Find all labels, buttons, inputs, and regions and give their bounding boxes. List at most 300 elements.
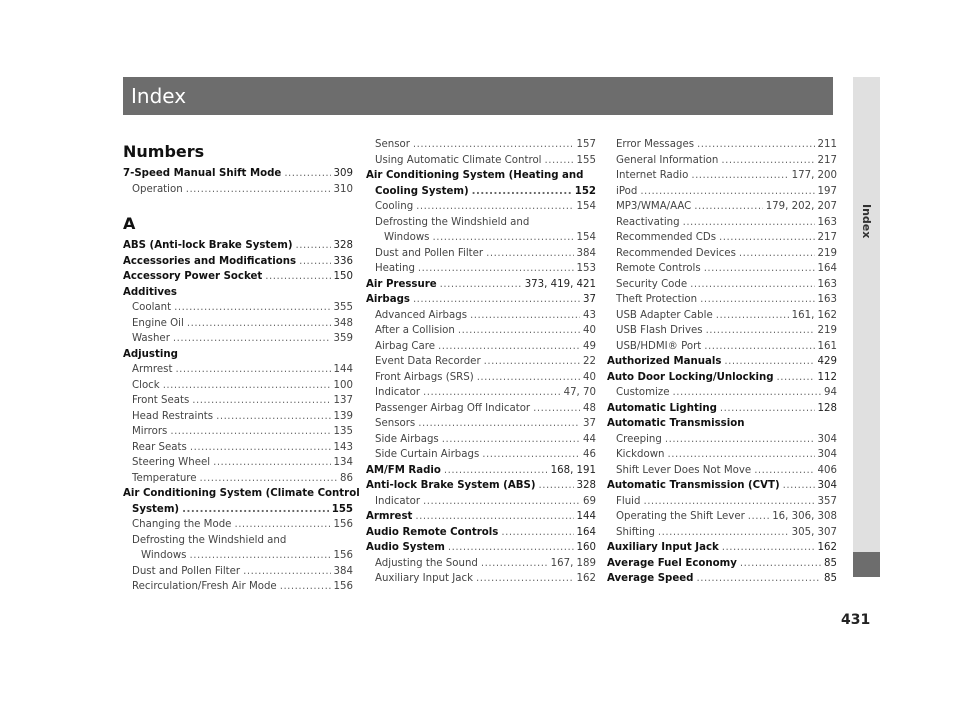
- page-reference[interactable]: 384: [576, 247, 596, 259]
- page-reference[interactable]: 328: [576, 480, 596, 491]
- index-subentry[interactable]: [366, 261, 596, 277]
- dot-leader: [175, 362, 330, 378]
- page-reference[interactable]: 40: [583, 371, 596, 383]
- page-reference[interactable]: 48: [583, 402, 596, 414]
- entry-label: Anti-lock Brake System (ABS): [366, 480, 536, 491]
- page-reference[interactable]: 37: [583, 294, 596, 305]
- dot-leader: [418, 416, 580, 432]
- entry-label: USB Adapter Cable: [616, 309, 713, 321]
- page-reference[interactable]: 177, 200: [791, 170, 837, 181]
- entry-label: Advanced Airbags: [375, 309, 468, 321]
- dot-leader: [545, 153, 574, 169]
- dot-leader: [783, 478, 815, 494]
- entry-label: General Information: [616, 154, 719, 166]
- index-subentry[interactable]: [366, 401, 596, 417]
- entry-label: Accessory Power Socket: [123, 271, 263, 282]
- dot-leader: [299, 254, 330, 270]
- dot-leader: [683, 215, 815, 231]
- page-reference[interactable]: 348: [333, 317, 353, 329]
- page-reference[interactable]: 357: [817, 495, 837, 507]
- entry-label: Authorized Manuals: [607, 356, 722, 367]
- dot-leader: [704, 339, 814, 355]
- index-subentry[interactable]: [607, 385, 837, 401]
- entry-label: After a Collision: [375, 325, 455, 336]
- entry-label: Recommended CDs: [616, 232, 716, 243]
- index-entry[interactable]: [607, 540, 837, 556]
- dot-leader: [170, 424, 330, 440]
- page-reference[interactable]: 309: [333, 168, 353, 179]
- entry-label: Air Conditioning System (Heating and: [366, 170, 584, 181]
- entry-label: Automatic Lighting: [607, 402, 717, 414]
- entry-label: Recirculation/Fresh Air Mode: [132, 581, 277, 592]
- page-reference[interactable]: 163: [817, 278, 837, 290]
- index-column-3: [607, 137, 837, 587]
- page-reference[interactable]: 16, 306, 308: [772, 511, 837, 522]
- page-reference[interactable]: 43: [583, 309, 596, 321]
- entry-label: ABS (Anti-lock Brake System): [123, 240, 293, 251]
- index-entry[interactable]: [123, 238, 353, 254]
- dot-leader: [477, 370, 580, 386]
- entry-label: Additives: [123, 286, 177, 298]
- page-reference[interactable]: 305, 307: [791, 526, 837, 538]
- index-entry[interactable]: [607, 354, 837, 370]
- index-subentry[interactable]: [607, 153, 837, 169]
- page-reference[interactable]: 219: [817, 325, 837, 336]
- page-reference[interactable]: 49: [583, 340, 596, 352]
- index-subentry[interactable]: [366, 308, 596, 324]
- side-tab-marker: [853, 552, 880, 577]
- entry-label: Windows: [384, 232, 430, 243]
- entry-label: Temperature: [132, 472, 197, 484]
- index-subentry[interactable]: [607, 432, 837, 448]
- dot-leader: [174, 300, 330, 316]
- index-entry: [123, 347, 353, 363]
- page-reference[interactable]: 157: [576, 139, 596, 150]
- side-tab-label[interactable]: [853, 78, 880, 313]
- entry-label: Cooling System): [375, 185, 469, 197]
- dot-leader: [719, 230, 815, 246]
- dot-leader: [721, 153, 814, 169]
- page-reference[interactable]: 143: [333, 441, 353, 453]
- page-reference[interactable]: 429: [817, 356, 837, 367]
- index-subentry: [123, 533, 353, 549]
- index-subentry[interactable]: [123, 517, 353, 533]
- page-reference[interactable]: 128: [817, 402, 837, 414]
- entry-label: USB/HDMI® Port: [616, 340, 702, 352]
- index-subentry[interactable]: [607, 246, 837, 262]
- index-entry: [123, 285, 353, 301]
- page-reference[interactable]: 156: [333, 519, 353, 530]
- dot-leader: [482, 447, 580, 463]
- entry-label: Airbags: [366, 294, 410, 305]
- page-reference[interactable]: 161, 162: [791, 309, 837, 321]
- entry-label: System): [132, 503, 180, 515]
- index-entry[interactable]: [607, 571, 837, 587]
- page-reference[interactable]: 167, 189: [550, 557, 596, 569]
- index-column-2: [366, 137, 596, 587]
- dot-leader: [501, 525, 573, 541]
- page-reference[interactable]: 328: [333, 240, 353, 251]
- page-reference[interactable]: 162: [817, 542, 837, 553]
- page-reference[interactable]: 86: [340, 472, 353, 484]
- entry-label: iPod: [616, 185, 638, 197]
- entry-label: Windows: [141, 550, 187, 561]
- page-reference[interactable]: 139: [333, 410, 353, 422]
- index-entry: [607, 416, 837, 432]
- index-entry: [123, 486, 360, 502]
- index-subentry[interactable]: [607, 230, 837, 246]
- index-entry[interactable]: [123, 254, 353, 270]
- page-reference[interactable]: 304: [817, 480, 837, 491]
- index-subentry[interactable]: [366, 153, 596, 169]
- dot-leader: [416, 199, 573, 215]
- entry-label: Accessories and Modifications: [123, 255, 297, 267]
- dot-leader: [643, 494, 814, 510]
- index-subentry[interactable]: [366, 494, 596, 510]
- dot-leader: [754, 463, 814, 479]
- entry-label: Dust and Pollen Filter: [132, 565, 241, 577]
- entry-label: Kickdown: [616, 449, 665, 460]
- page-reference[interactable]: 69: [583, 495, 596, 507]
- index-entry[interactable]: [607, 478, 837, 494]
- dot-leader: [704, 261, 815, 277]
- entry-label: Airbag Care: [375, 340, 435, 352]
- dot-leader: [189, 548, 330, 564]
- index-subentry[interactable]: [123, 424, 353, 440]
- dot-leader: [672, 385, 821, 401]
- dot-leader: [739, 246, 815, 262]
- entry-label: Defrosting the Windshield and: [375, 216, 530, 228]
- index-entry[interactable]: [366, 277, 596, 293]
- dot-leader: [216, 409, 330, 425]
- index-entry[interactable]: [366, 540, 596, 556]
- dot-leader: [413, 292, 580, 308]
- dot-leader: [694, 199, 762, 215]
- page-reference[interactable]: 217: [817, 154, 837, 166]
- entry-label: Armrest: [366, 511, 413, 522]
- index-subentry[interactable]: [123, 471, 353, 487]
- dot-leader: [438, 339, 580, 355]
- dot-leader: [484, 354, 580, 370]
- dot-leader: [432, 230, 573, 246]
- page-reference[interactable]: 310: [333, 183, 353, 195]
- page-reference[interactable]: 162: [576, 573, 596, 584]
- dot-leader: [696, 571, 821, 587]
- dot-leader: [476, 571, 574, 587]
- entry-label: Theft Protection: [616, 294, 698, 305]
- index-entry: [366, 168, 596, 184]
- index-subentry[interactable]: [366, 246, 596, 262]
- dot-leader: [173, 331, 331, 347]
- index-entry[interactable]: [607, 370, 837, 386]
- dot-leader: [418, 261, 574, 277]
- index-subentry[interactable]: [366, 137, 596, 153]
- dot-leader: [668, 447, 815, 463]
- page-reference[interactable]: 211: [817, 139, 837, 150]
- index-subentry[interactable]: [366, 230, 596, 246]
- page-reference[interactable]: 355: [333, 302, 353, 313]
- dot-leader: [423, 494, 580, 510]
- entry-label: Creeping: [616, 433, 662, 445]
- entry-label: Reactivating: [616, 216, 680, 228]
- index-subentry[interactable]: [366, 370, 596, 386]
- index-subentry[interactable]: [607, 184, 837, 200]
- index-subentry[interactable]: [366, 385, 596, 401]
- entry-label: Engine Oil: [132, 317, 184, 329]
- index-subentry[interactable]: [607, 215, 837, 231]
- page-reference[interactable]: 163: [817, 216, 837, 228]
- index-subentry[interactable]: [123, 409, 353, 425]
- entry-label: Adjusting: [123, 348, 178, 360]
- page-reference[interactable]: 144: [333, 364, 353, 375]
- page-reference[interactable]: 144: [576, 511, 596, 522]
- page-reference[interactable]: 85: [824, 573, 837, 584]
- entry-label: Audio System: [366, 542, 445, 553]
- entry-label: Shift Lever Does Not Move: [616, 464, 752, 476]
- dot-leader: [444, 463, 548, 479]
- side-tab-text: Index: [860, 204, 873, 239]
- index-subentry[interactable]: [607, 277, 837, 293]
- page-reference[interactable]: 161: [817, 340, 837, 352]
- page-title: Index: [131, 84, 187, 108]
- page-reference[interactable]: 168, 191: [550, 464, 596, 476]
- dot-leader: [234, 517, 330, 533]
- index-subentry[interactable]: [123, 564, 353, 580]
- index-subentry[interactable]: [123, 378, 353, 394]
- dot-leader: [200, 471, 338, 487]
- index-entry[interactable]: [366, 509, 596, 525]
- entry-label: Security Code: [616, 278, 688, 290]
- page-reference[interactable]: 164: [817, 263, 837, 274]
- dot-leader: [187, 316, 331, 332]
- index-subentry[interactable]: [366, 432, 596, 448]
- entry-label: Error Messages: [616, 139, 695, 150]
- index-subentry[interactable]: [123, 440, 353, 456]
- dot-leader: [470, 308, 580, 324]
- dot-leader: [748, 509, 769, 525]
- index-subentry[interactable]: [607, 308, 837, 324]
- page-reference[interactable]: 373, 419, 421: [524, 278, 596, 290]
- index-subentry[interactable]: [123, 362, 353, 378]
- index-entry[interactable]: [366, 525, 596, 541]
- entry-label: Side Curtain Airbags: [375, 449, 480, 460]
- entry-label: Coolant: [132, 302, 172, 313]
- section-heading: A: [123, 214, 136, 233]
- index-subentry[interactable]: [607, 261, 837, 277]
- entry-label: Cooling: [375, 201, 414, 212]
- index-subentry[interactable]: [123, 331, 353, 347]
- page-reference[interactable]: 155: [576, 154, 596, 166]
- page-reference[interactable]: 156: [333, 581, 353, 592]
- dot-leader: [190, 440, 331, 456]
- page-reference[interactable]: 160: [576, 542, 596, 553]
- entry-label: Rear Seats: [132, 441, 187, 453]
- page-reference[interactable]: 155: [331, 503, 353, 515]
- entry-label: Audio Remote Controls: [366, 526, 499, 538]
- index-subentry[interactable]: [607, 199, 837, 215]
- dot-leader: [182, 502, 329, 518]
- entry-label: Auxiliary Input Jack: [375, 573, 474, 584]
- entry-label: USB Flash Drives: [616, 325, 703, 336]
- entry-label: Fluid: [616, 495, 641, 507]
- dot-leader: [700, 292, 814, 308]
- page-header: [123, 77, 833, 115]
- entry-label: Automatic Transmission: [607, 418, 745, 429]
- index-subentry[interactable]: [123, 300, 353, 316]
- dot-leader: [665, 432, 815, 448]
- index-subentry[interactable]: [366, 556, 596, 572]
- index-entry[interactable]: [607, 401, 837, 417]
- page-reference[interactable]: 152: [574, 185, 596, 197]
- dot-leader: [640, 184, 814, 200]
- dot-leader: [458, 323, 580, 339]
- dot-leader: [720, 401, 815, 417]
- entry-label: Operation: [132, 183, 183, 195]
- index-subentry[interactable]: [366, 416, 596, 432]
- entry-label: Passenger Airbag Off Indicator: [375, 402, 531, 414]
- index-subentry[interactable]: [366, 447, 596, 463]
- page-reference[interactable]: 164: [576, 526, 596, 538]
- dot-leader: [697, 137, 815, 153]
- page-reference[interactable]: 135: [333, 426, 353, 437]
- page-reference[interactable]: 112: [817, 371, 837, 383]
- dot-leader: [740, 556, 821, 572]
- index-entry[interactable]: [366, 292, 596, 308]
- entry-label: Remote Controls: [616, 263, 701, 274]
- index-subentry[interactable]: [123, 316, 353, 332]
- page-reference[interactable]: 304: [817, 433, 837, 445]
- index-subentry[interactable]: [123, 455, 353, 471]
- entry-label: Automatic Transmission (CVT): [607, 480, 780, 491]
- dot-leader: [486, 246, 573, 262]
- entry-label: Operating the Shift Lever: [616, 511, 745, 522]
- index-subentry[interactable]: [366, 199, 596, 215]
- index-subentry[interactable]: [366, 354, 596, 370]
- page-reference[interactable]: 46: [583, 449, 596, 460]
- dot-leader: [442, 432, 580, 448]
- index-subentry[interactable]: [366, 323, 596, 339]
- entry-label: Indicator: [375, 387, 421, 398]
- index-entry[interactable]: [366, 184, 596, 200]
- dot-leader: [423, 385, 561, 401]
- page-reference[interactable]: 154: [576, 232, 596, 243]
- page-reference[interactable]: 384: [333, 565, 353, 577]
- dot-leader: [415, 509, 573, 525]
- index-subentry[interactable]: [123, 182, 353, 198]
- index-subentry[interactable]: [607, 137, 837, 153]
- index-subentry[interactable]: [607, 168, 837, 184]
- entry-label: Front Airbags (SRS): [375, 371, 474, 383]
- index-entry[interactable]: [123, 502, 353, 518]
- index-column-1: [123, 137, 360, 595]
- index-subentry[interactable]: [607, 447, 837, 463]
- index-subentry[interactable]: [607, 525, 837, 541]
- page-reference[interactable]: 163: [817, 294, 837, 305]
- entry-label: Shifting: [616, 526, 655, 538]
- page-reference[interactable]: 179, 202, 207: [765, 201, 837, 212]
- page-reference[interactable]: 359: [333, 333, 353, 344]
- entry-label: Clock: [132, 379, 160, 391]
- entry-label: Average Speed: [607, 573, 694, 584]
- index-subentry[interactable]: [607, 339, 837, 355]
- entry-label: Steering Wheel: [132, 457, 211, 468]
- dot-leader: [724, 354, 814, 370]
- entry-label: Using Automatic Climate Control: [375, 154, 542, 166]
- page-reference[interactable]: 85: [824, 557, 837, 569]
- entry-label: 7-Speed Manual Shift Mode: [123, 168, 282, 179]
- page-reference[interactable]: 94: [824, 387, 837, 398]
- entry-label: Mirrors: [132, 426, 168, 437]
- dot-leader: [186, 182, 331, 198]
- index-entry[interactable]: [366, 478, 596, 494]
- dot-leader: [472, 184, 572, 200]
- page-reference[interactable]: 134: [333, 457, 353, 468]
- index-subentry[interactable]: [607, 509, 837, 525]
- entry-label: Sensors: [375, 418, 416, 429]
- index-subentry[interactable]: [607, 292, 837, 308]
- index-subentry[interactable]: [123, 548, 353, 564]
- dot-leader: [280, 579, 331, 595]
- index-subentry[interactable]: [366, 571, 596, 587]
- entry-label: Heating: [375, 263, 415, 274]
- dot-leader: [265, 269, 330, 285]
- index-entry[interactable]: [366, 463, 596, 479]
- page-reference[interactable]: 304: [817, 449, 837, 460]
- index-subentry[interactable]: [607, 323, 837, 339]
- dot-leader: [716, 308, 789, 324]
- dot-leader: [440, 277, 522, 293]
- page-reference[interactable]: 154: [576, 201, 596, 212]
- entry-label: Internet Radio: [616, 170, 689, 181]
- entry-label: AM/FM Radio: [366, 464, 441, 476]
- page-reference[interactable]: 44: [583, 433, 596, 445]
- entry-label: Sensor: [375, 139, 410, 150]
- dot-leader: [777, 370, 815, 386]
- index-entry[interactable]: [123, 269, 353, 285]
- page-reference[interactable]: 406: [817, 464, 837, 476]
- page-reference[interactable]: 156: [333, 550, 353, 561]
- dot-leader: [448, 540, 574, 556]
- index-entry[interactable]: [123, 166, 353, 182]
- index-subentry[interactable]: [123, 579, 353, 595]
- page-number: 431: [841, 612, 871, 628]
- page-reference[interactable]: 47, 70: [563, 387, 596, 398]
- dot-leader: [722, 540, 815, 556]
- page-reference[interactable]: 219: [817, 247, 837, 259]
- page-reference[interactable]: 22: [583, 356, 596, 367]
- page-reference[interactable]: 153: [576, 263, 596, 274]
- entry-label: MP3/WMA/AAC: [616, 201, 692, 212]
- index-subentry[interactable]: [123, 393, 353, 409]
- index-subentry[interactable]: [607, 494, 837, 510]
- index-subentry[interactable]: [366, 339, 596, 355]
- page-reference[interactable]: 137: [333, 395, 353, 406]
- index-subentry[interactable]: [607, 463, 837, 479]
- entry-label: Average Fuel Economy: [607, 557, 737, 569]
- index-entry[interactable]: [607, 556, 837, 572]
- page-reference[interactable]: 150: [333, 271, 353, 282]
- page-reference[interactable]: 100: [333, 379, 353, 391]
- page-reference[interactable]: 37: [583, 418, 596, 429]
- page-reference[interactable]: 40: [583, 325, 596, 336]
- entry-label: Adjusting the Sound: [375, 557, 478, 569]
- dot-leader: [284, 166, 330, 182]
- page-reference[interactable]: 336: [333, 255, 353, 267]
- page-reference[interactable]: 217: [817, 232, 837, 243]
- page-reference[interactable]: 197: [817, 185, 837, 197]
- dot-leader: [706, 323, 815, 339]
- dot-leader: [691, 168, 788, 184]
